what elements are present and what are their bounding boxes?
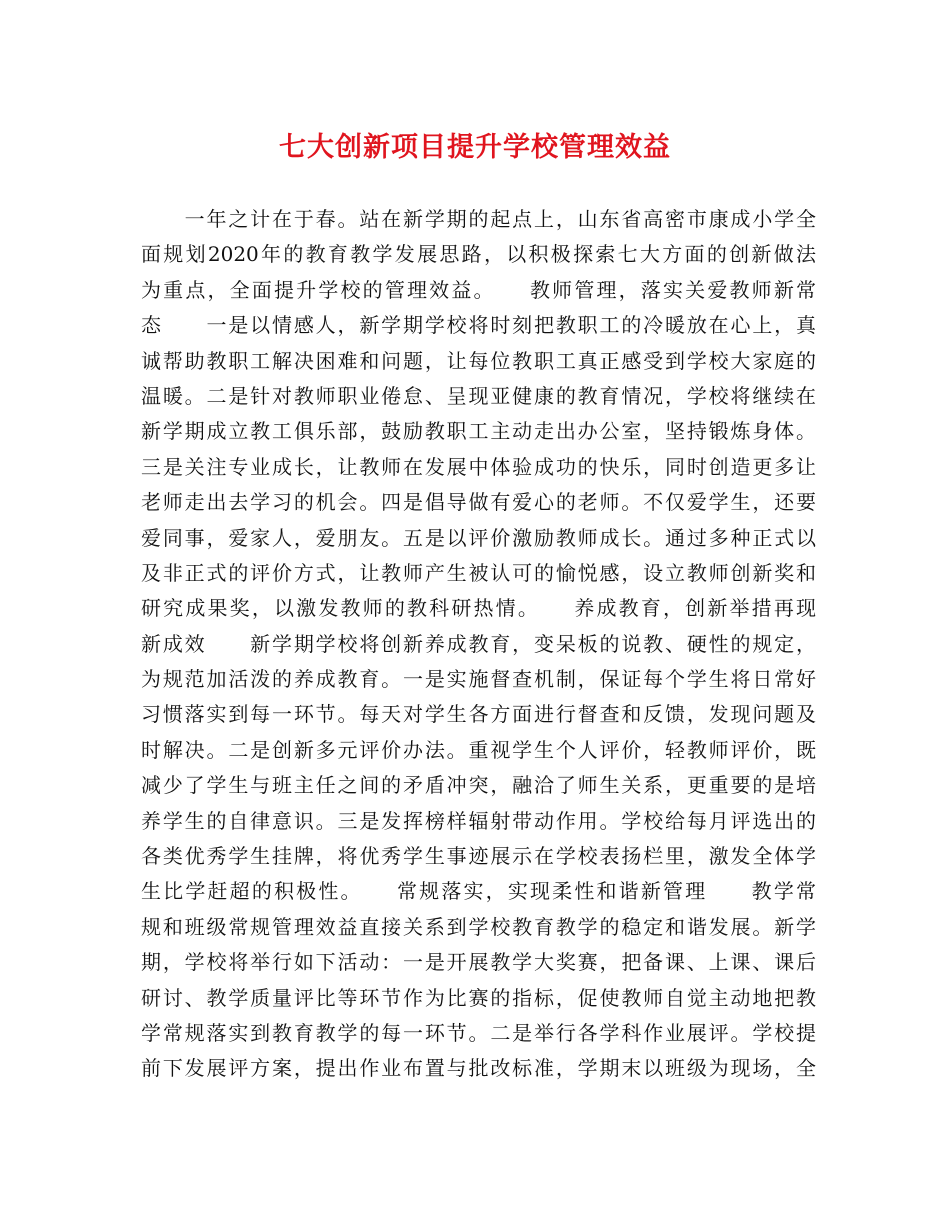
body-line: 规和班级常规管理效益直接关系到学校教育教学的稳定和谐发展。新学 <box>141 914 816 939</box>
body-line: 老师走出去学习的机会。四是倡导做有爱心的老师。不仅爱学生，还要 <box>141 490 816 515</box>
body-line: 新学期成立教工俱乐部，鼓励教职工主动走出办公室，坚持锻炼身体。 <box>141 419 816 444</box>
body-line: 态 一是以情感人，新学期学校将时刻把教职工的冷暖放在心上，真 <box>141 313 816 338</box>
body-line: 三是关注专业成长，让教师在发展中体验成功的快乐，同时创造更多让 <box>141 454 816 479</box>
body-line: 一年之计在于春。站在新学期的起点上，山东省高密市康成小学全 <box>141 207 816 231</box>
body-line: 各类优秀学生挂牌，将优秀学生事迹展示在学校表扬栏里，激发全体学 <box>141 844 816 869</box>
body-line: 诚帮助教职工解决困难和问题，让每位教职工真正感受到学校大家庭的 <box>141 348 816 373</box>
body-line: 学常规落实到教育教学的每一环节。二是举行各学科作业展评。学校提 <box>141 1020 816 1045</box>
body-line: 为规范加活泼的养成教育。一是实施督查机制，保证每个学生将日常好 <box>141 667 816 692</box>
body-line: 时解决。二是创新多元评价办法。重视学生个人评价，轻教师评价，既 <box>141 737 816 762</box>
document-title: 七大创新项目提升学校管理效益 <box>279 132 671 163</box>
body-line: 研究成果奖，以激发教师的教科研热情。 养成教育，创新举措再现 <box>141 596 816 621</box>
body-line: 为重点，全面提升学校的管理效益。 教师管理，落实关爱教师新常 <box>141 277 816 302</box>
body-line: 养学生的自律意识。三是发挥榜样辐射带动作用。学校给每月评选出的 <box>141 808 816 833</box>
body-line: 期，学校将举行如下活动：一是开展教学大奖赛，把备课、上课、课后 <box>141 950 816 975</box>
body-line: 生比学赶超的积极性。 常规落实，实现柔性和谐新管理 教学常 <box>141 879 816 904</box>
body-line: 及非正式的评价方式，让教师产生被认可的愉悦感，设立教师创新奖和 <box>141 560 816 585</box>
body-line: 爱同事，爱家人，爱朋友。五是以评价激励教师成长。通过多种正式以 <box>141 525 816 550</box>
body-line: 前下发展评方案，提出作业布置与批改标准，学期末以班级为现场，全 <box>141 1056 816 1081</box>
body-line: 研讨、教学质量评比等环节作为比赛的指标，促使教师自觉主动地把教 <box>141 985 816 1010</box>
body-line: 减少了学生与班主任之间的矛盾冲突，融洽了师生关系，更重要的是培 <box>141 773 816 798</box>
body-line: 习惯落实到每一环节。每天对学生各方面进行督查和反馈，发现问题及 <box>141 702 816 727</box>
document-body <box>141 202 816 1087</box>
body-line: 温暖。二是针对教师职业倦怠、呈现亚健康的教育情况，学校将继续在 <box>141 383 816 408</box>
body-line: 面规划2020年的教育教学发展思路，以积极探索七大方面的创新做法 <box>141 242 816 267</box>
body-line: 新成效 新学期学校将创新养成教育，变呆板的说教、硬性的规定， <box>141 631 816 656</box>
